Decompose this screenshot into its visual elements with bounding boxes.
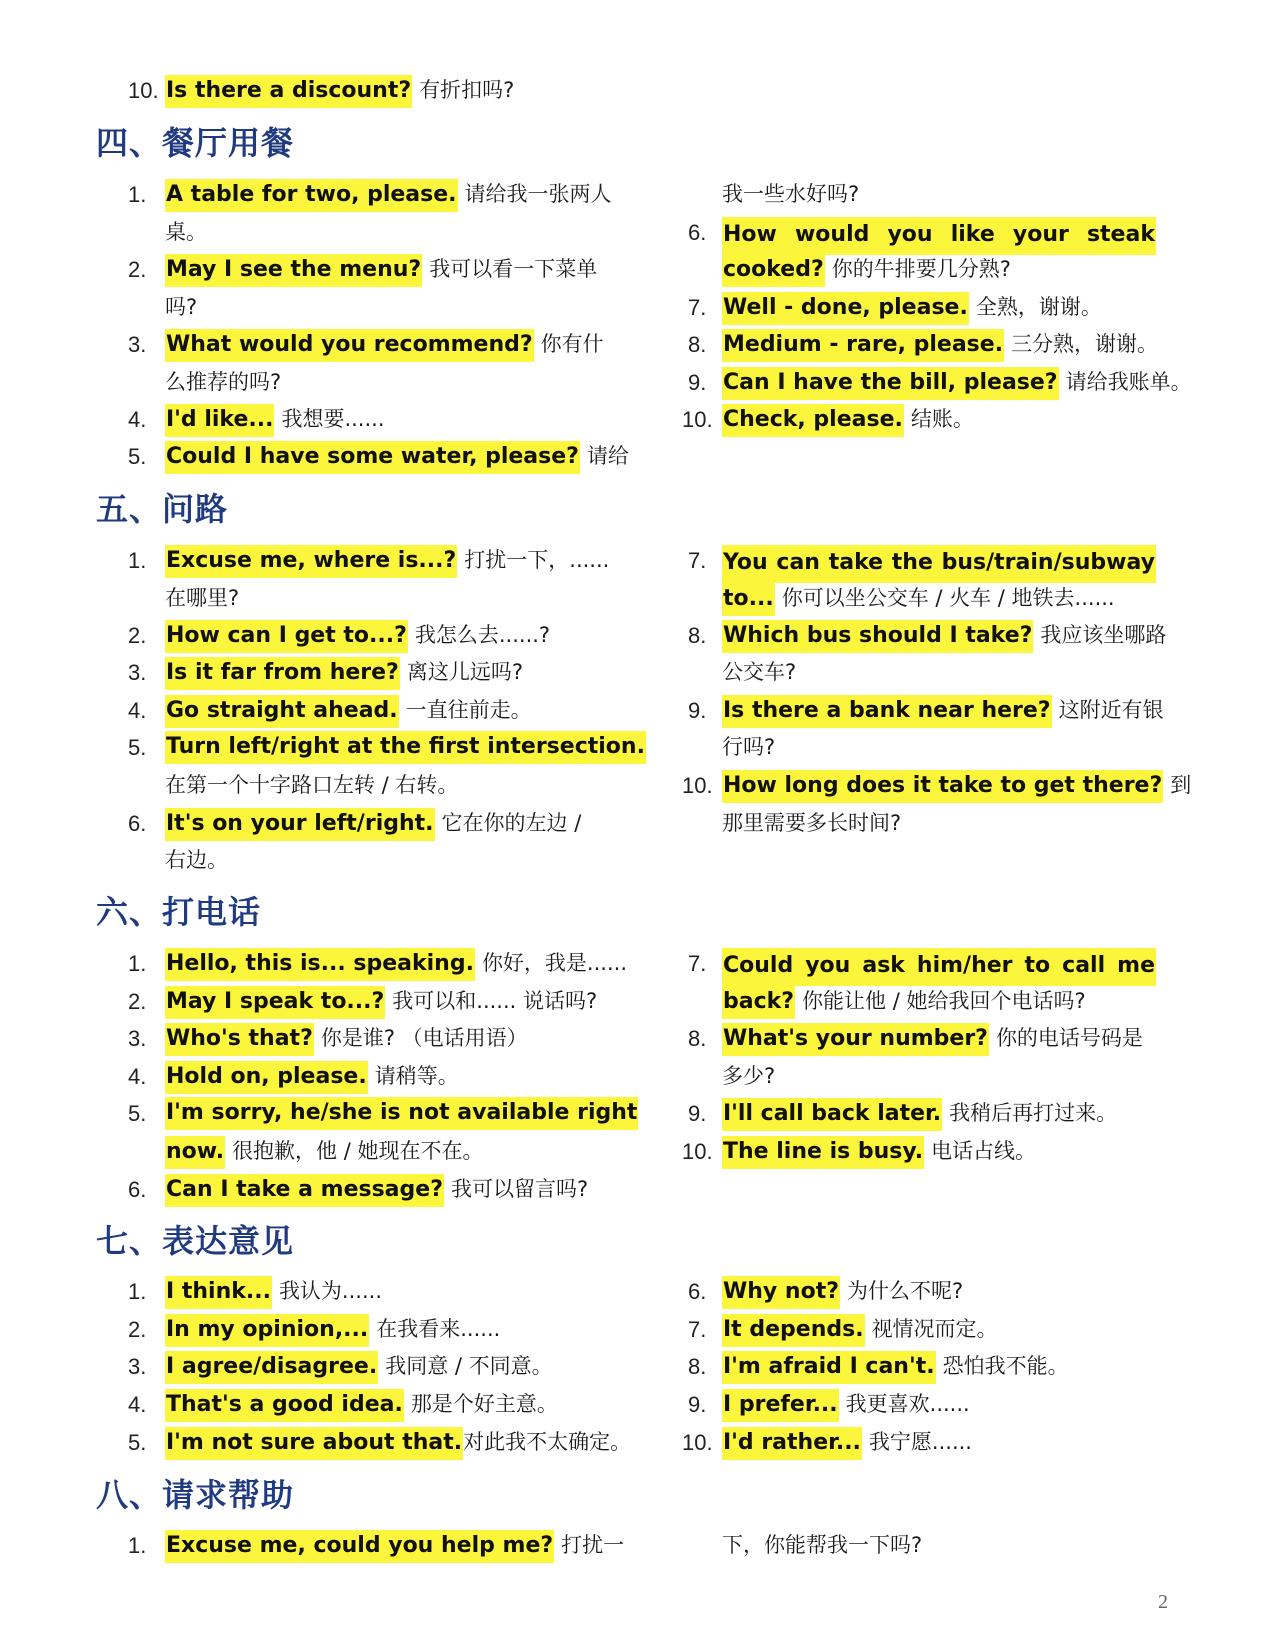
item-number: 4.: [128, 698, 147, 723]
phrase-en: Could I have some water, please?: [165, 441, 580, 474]
item-number: 2.: [128, 623, 147, 648]
phrase-en: Well - done, please.: [722, 292, 969, 325]
phrase-zh: 那里需要多长时间?: [722, 811, 902, 835]
phrase-en: Turn left/right at the first intersection.: [165, 731, 646, 764]
phrase-en: Who's that?: [165, 1023, 314, 1056]
word: you: [805, 953, 851, 978]
phrase-zh: 我同意 / 不同意。: [385, 1354, 553, 1378]
phrase-line: [722, 217, 1156, 255]
phrase-zh: 你有什: [540, 332, 604, 356]
phrase-line: [165, 1389, 558, 1420]
item-number: 9.: [688, 1392, 707, 1417]
phrase-zh: 下，你能帮我一下吗?: [722, 1533, 923, 1557]
phrase-zh: 我认为......: [278, 1279, 382, 1303]
item-number: 4.: [128, 1392, 147, 1417]
phrase-zh: 你可以坐公交车 / 火车 / 地铁去......: [781, 586, 1115, 610]
phrase-line: [165, 808, 581, 839]
word: can: [776, 550, 820, 575]
phrase-line: [165, 1427, 631, 1458]
phrase-zh: 公交车?: [722, 660, 797, 684]
item-number: 3.: [128, 332, 147, 357]
item-number: 2.: [128, 257, 147, 282]
item-number: 6.: [688, 220, 707, 245]
phrase-line: [722, 1136, 1036, 1167]
phrase-zh: 全熟，谢谢。: [975, 295, 1102, 319]
phrase-en: to...: [722, 583, 775, 616]
phrase-zh: 你好，我是......: [481, 951, 627, 975]
item-number: 1.: [128, 951, 147, 976]
item-number: 10.: [128, 78, 159, 103]
item-number: 5.: [128, 735, 147, 760]
phrase-line: [722, 1389, 970, 1420]
phrase-line: [722, 1098, 1117, 1129]
phrase-line: [722, 1530, 922, 1561]
phrase-zh: 请给: [586, 444, 629, 468]
phrase-en: Hello, this is... speaking.: [165, 948, 475, 981]
section-heading: 四、餐厅用餐: [96, 124, 295, 162]
phrase-line: [165, 1530, 624, 1561]
phrase-line: [165, 657, 523, 688]
item-number: 5.: [128, 1101, 147, 1126]
item-number: 9.: [688, 370, 707, 395]
phrase-zh: 你能让他 / 她给我回个电话吗?: [802, 989, 1086, 1013]
word: him/her: [916, 953, 1013, 978]
item-number: 8.: [688, 332, 707, 357]
item-number: 6.: [688, 1279, 707, 1304]
phrase-zh: 你的电话号码是: [995, 1026, 1143, 1050]
section-heading: 七、表达意见: [96, 1222, 295, 1260]
item-number: 4.: [128, 407, 147, 432]
phrase-line: [722, 620, 1166, 651]
item-number: 6.: [128, 1177, 147, 1202]
item-number: 2.: [128, 989, 147, 1014]
item-number: 8.: [688, 1026, 707, 1051]
phrase-en: Go straight ahead.: [165, 695, 399, 728]
phrase-line: [165, 1136, 484, 1167]
word: take: [828, 550, 884, 575]
phrase-en: I prefer...: [722, 1389, 839, 1422]
phrase-line: [165, 329, 604, 360]
phrase-en: Can I take a message?: [165, 1174, 444, 1207]
phrase-line: [165, 1276, 382, 1307]
phrase-en: I'd rather...: [722, 1427, 862, 1460]
section-heading: 八、请求帮助: [96, 1476, 295, 1514]
phrase-en: I'd like...: [165, 404, 274, 437]
item-number: 10.: [682, 407, 713, 432]
phrase-zh: 打扰一: [561, 1533, 625, 1557]
phrase-line: [722, 404, 974, 435]
phrase-line: [722, 545, 1156, 583]
phrase-line: [165, 1314, 500, 1345]
phrase-line: [165, 545, 609, 576]
phrase-zh: 多少?: [722, 1064, 776, 1088]
word: like: [950, 222, 995, 247]
phrase-line: [165, 770, 458, 801]
phrase-zh: 为什么不呢?: [846, 1279, 964, 1303]
phrase-zh: 你的牛排要几分熟?: [831, 257, 1011, 281]
phrase-zh: 那是个好主意。: [410, 1392, 558, 1416]
phrase-line: [722, 948, 1156, 986]
phrase-line: [722, 657, 796, 688]
word: bus/train/subway: [941, 550, 1155, 575]
phrase-zh: 在哪里?: [165, 586, 240, 610]
phrase-en: cooked?: [722, 254, 825, 287]
phrase-line: [165, 1351, 553, 1382]
phrase-en: It's on your left/right.: [165, 808, 435, 841]
item-number: 7.: [688, 548, 707, 573]
phrase-line: [165, 732, 646, 762]
phrase-zh: 到: [1170, 773, 1192, 797]
word: you: [887, 222, 933, 247]
word: the: [891, 550, 933, 575]
item-number: 7.: [688, 1317, 707, 1342]
phrase-line: [722, 179, 859, 210]
phrase-line: [165, 948, 627, 979]
phrase-zh: 在第一个十字路口左转 / 右转。: [165, 773, 459, 797]
phrase-line: [722, 1314, 998, 1345]
phrase-line: [165, 620, 550, 651]
item-number: 6.: [128, 811, 147, 836]
word: How: [723, 222, 777, 247]
phrase-en: [722, 948, 1156, 986]
word: call: [1062, 953, 1106, 978]
phrase-line: [722, 986, 1086, 1017]
phrase-zh: 右边。: [165, 848, 228, 872]
phrase-en: Hold on, please.: [165, 1061, 368, 1094]
phrase-zh: 么推荐的吗?: [165, 370, 282, 394]
phrase-line: [165, 292, 197, 323]
section-heading: 六、打电话: [96, 893, 262, 931]
phrase-zh: 它在你的左边 /: [441, 811, 582, 835]
phrase-line: [722, 1061, 775, 1092]
phrase-en: In my opinion,...: [165, 1314, 369, 1347]
word: Could: [723, 953, 794, 978]
phrase-line: [722, 367, 1192, 398]
phrase-en: A table for two, please.: [165, 179, 458, 212]
word: your: [1012, 222, 1069, 247]
phrase-zh: 结账。: [910, 407, 974, 431]
phrase-line: [722, 1427, 972, 1458]
item-number: 5.: [128, 1430, 147, 1455]
item-number: 9.: [688, 1101, 707, 1126]
phrase-line: [165, 695, 532, 726]
phrase-zh: 有折扣吗?: [419, 78, 515, 102]
page-number: 2: [1158, 1591, 1168, 1613]
item-number: 4.: [128, 1064, 147, 1089]
item-number: 2.: [128, 1317, 147, 1342]
phrase-line: [165, 75, 514, 106]
phrase-en: The line is busy.: [722, 1136, 924, 1169]
phrase-line: [165, 845, 228, 876]
item-number: 1.: [128, 1279, 147, 1304]
phrase-line: [722, 732, 775, 763]
item-number: 3.: [128, 660, 147, 685]
phrase-en: How can I get to...?: [165, 620, 408, 653]
phrase-en: Is there a bank near here?: [722, 695, 1052, 728]
phrase-line: [165, 1061, 459, 1092]
phrase-line: [165, 404, 385, 435]
phrase-zh: 离这儿远吗?: [406, 660, 523, 684]
phrase-zh: 我应该坐哪路: [1040, 623, 1167, 647]
phrase-line: [165, 1098, 638, 1128]
phrase-zh: 我宁愿......: [868, 1430, 972, 1454]
phrase-line: [722, 583, 1115, 614]
phrase-zh: 恐怕我不能。: [942, 1354, 1069, 1378]
phrase-line: [722, 808, 901, 839]
phrase-line: [165, 986, 597, 1017]
phrase-en: Medium - rare, please.: [722, 329, 1004, 362]
phrase-en: I'll call back later.: [722, 1098, 942, 1131]
phrase-line: [165, 179, 612, 210]
phrase-en: back?: [722, 986, 795, 1019]
phrase-zh: 电话占线。: [931, 1139, 1037, 1163]
section-heading: 五、问路: [96, 490, 229, 528]
phrase-line: [165, 367, 281, 398]
phrase-zh: 我可以看一下菜单: [429, 257, 598, 281]
phrase-line: [722, 292, 1102, 323]
phrase-en: Is it far from here?: [165, 657, 400, 690]
phrase-line: [722, 329, 1158, 360]
phrase-en: May I speak to...?: [165, 986, 385, 1019]
phrase-en: [722, 545, 1156, 583]
phrase-en: That's a good idea.: [165, 1389, 404, 1422]
word: steak: [1086, 222, 1155, 247]
phrase-zh: 视情况而定。: [871, 1317, 998, 1341]
phrase-en: May I see the menu?: [165, 254, 422, 287]
phrase-zh: 请给我账单。: [1065, 370, 1192, 394]
phrase-en: [722, 217, 1156, 255]
phrase-en: I'm not sure about that.: [165, 1427, 463, 1460]
phrase-zh: 我稍后再打过来。: [949, 1101, 1118, 1125]
phrase-en: Excuse me, could you help me?: [165, 1530, 554, 1563]
phrase-line: [165, 217, 207, 248]
item-number: 7.: [688, 951, 707, 976]
phrase-zh: 我一些水好吗?: [722, 182, 860, 206]
phrase-zh: 很抱歉，他 / 她现在不在。: [232, 1139, 484, 1163]
phrase-zh: 请稍等。: [374, 1064, 459, 1088]
phrase-en: I'm afraid I can't.: [722, 1351, 936, 1384]
phrase-zh: 桌。: [165, 220, 207, 244]
phrase-en: Check, please.: [722, 404, 904, 437]
phrase-line: [722, 770, 1191, 801]
phrase-en: Is there a discount?: [165, 75, 412, 108]
phrase-line: [722, 1276, 963, 1307]
phrase-zh: 我可以和...... 说话吗?: [392, 989, 598, 1013]
phrase-zh: 吗?: [165, 295, 198, 319]
phrase-zh: 我怎么去......?: [414, 623, 551, 647]
phrase-zh: 三分熟，谢谢。: [1011, 332, 1159, 356]
phrase-zh: 对此我不太确定。: [463, 1430, 632, 1454]
phrase-line: [722, 254, 1011, 285]
phrase-en: now.: [165, 1136, 225, 1169]
phrase-line: [722, 1351, 1069, 1382]
item-number: 3.: [128, 1354, 147, 1379]
phrase-zh: 在我看来......: [376, 1317, 501, 1341]
phrase-zh: 一直往前走。: [405, 698, 532, 722]
item-number: 7.: [688, 295, 707, 320]
word: to: [1024, 953, 1051, 978]
phrase-line: [165, 583, 239, 614]
phrase-line: [165, 254, 597, 285]
phrase-en: Can I have the bill, please?: [722, 367, 1059, 400]
phrase-zh: 我更喜欢......: [845, 1392, 970, 1416]
item-number: 10.: [682, 773, 713, 798]
phrase-en: What's your number?: [722, 1023, 989, 1056]
phrase-line: [165, 441, 629, 472]
phrase-en: Why not?: [722, 1276, 840, 1309]
item-number: 1.: [128, 182, 147, 207]
item-number: 8.: [688, 1354, 707, 1379]
item-number: 9.: [688, 698, 707, 723]
phrase-en: I'm sorry, he/she is not available right: [165, 1097, 638, 1130]
phrase-en: It depends.: [722, 1314, 865, 1347]
phrase-zh: 打扰一下，......: [464, 548, 610, 572]
word: You: [723, 550, 768, 575]
item-number: 8.: [688, 623, 707, 648]
phrase-zh: 请给我一张两人: [464, 182, 612, 206]
phrase-line: [165, 1174, 588, 1205]
phrase-en: What would you recommend?: [165, 329, 534, 362]
phrase-line: [165, 1023, 528, 1054]
phrase-zh: 我可以留言吗?: [450, 1177, 589, 1201]
item-number: 3.: [128, 1026, 147, 1051]
word: would: [794, 222, 870, 247]
phrase-zh: 行吗?: [722, 735, 776, 759]
item-number: 10.: [682, 1430, 713, 1455]
word: ask: [862, 953, 905, 978]
phrase-line: [722, 695, 1164, 726]
item-number: 5.: [128, 444, 147, 469]
word: me: [1117, 953, 1155, 978]
phrase-en: Excuse me, where is...?: [165, 545, 457, 578]
item-number: 1.: [128, 548, 147, 573]
item-number: 1.: [128, 1533, 147, 1558]
phrase-en: How long does it take to get there?: [722, 770, 1163, 803]
phrase-line: [722, 1023, 1143, 1054]
item-number: 10.: [682, 1139, 713, 1164]
phrase-zh: 你是谁? （电话用语）: [320, 1026, 528, 1050]
phrase-en: I think...: [165, 1276, 272, 1309]
phrase-en: I agree/disagree.: [165, 1351, 378, 1384]
phrase-en: Which bus should I take?: [722, 620, 1033, 653]
phrase-zh: 这附近有银: [1058, 698, 1164, 722]
phrase-zh: 我想要......: [281, 407, 385, 431]
